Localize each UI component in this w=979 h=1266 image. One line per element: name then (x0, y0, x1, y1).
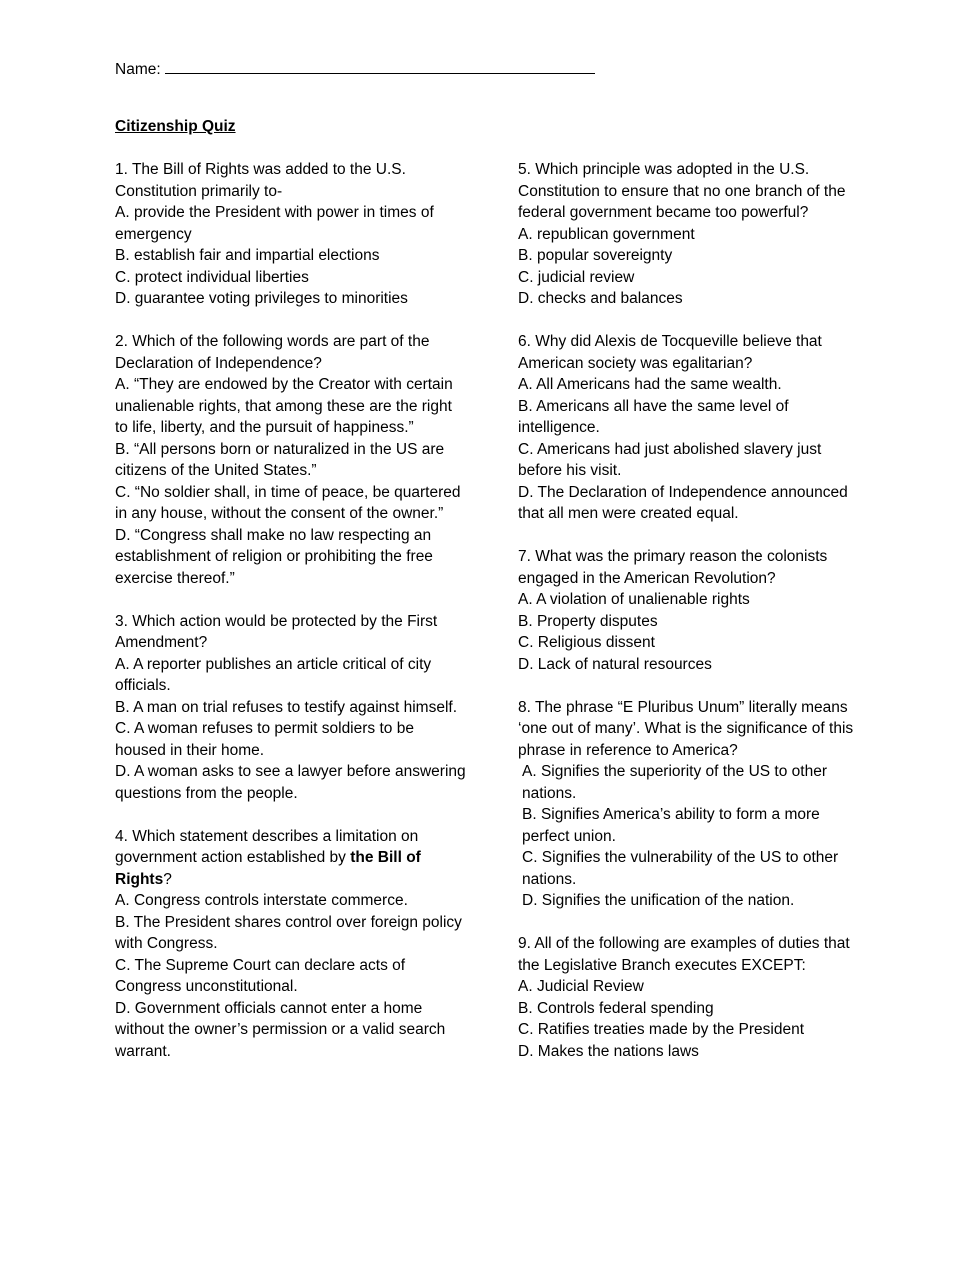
question-stem: 5. Which principle was adopted in the U.S. Constitution to ensure that no one branch of the federal government became too powerful? (518, 161, 846, 221)
option-c: C. Ratifies treaties made by the President (518, 1021, 805, 1038)
name-label: Name: (115, 61, 161, 78)
option-d: D. Lack of natural resources (518, 655, 712, 673)
question-stem: 8. The phrase “E Pluribus Unum” literally means ‘one out of many’. What is the significance of this phrase in reference to America? (518, 698, 854, 759)
quiz-title: Citizenship Quiz (115, 118, 236, 135)
question-6 (518, 331, 866, 525)
question-stem: 7. What was the primary reason the colonists engaged in the American Revolution? (518, 548, 828, 587)
option-d: D. “Congress shall make no law respecting an establishment of religion or prohibiting the free exercise thereof.” (115, 526, 433, 587)
option-a: A. A violation of unalienable rights (518, 591, 750, 608)
option-c: C. The Supreme Court can declare acts of Congress unconstitutional. (115, 956, 406, 995)
option-b: B. Property disputes (518, 612, 658, 630)
option-a: A. Judicial Review (518, 978, 644, 995)
question-1 (115, 159, 467, 310)
option-b: B. “All persons born or naturalized in the US are citizens of the United States.” (115, 440, 445, 479)
question-9 (518, 933, 866, 1062)
question-2 (115, 331, 467, 589)
option-d: D. Signifies the unification of the nation. (522, 892, 795, 909)
option-d: D. Makes the nations laws (518, 1042, 699, 1060)
question-stem: 1. The Bill of Rights was added to the U.S. Constitution primarily to- (115, 161, 406, 200)
option-a: A. Congress controls interstate commerce. (115, 892, 408, 909)
option-c: C. protect individual liberties (115, 268, 309, 286)
question-5 (518, 159, 866, 310)
option-a: A. All Americans had the same wealth. (518, 376, 782, 393)
option-c: C. Americans had just abolished slavery just before his visit. (518, 440, 822, 479)
option-d: D. guarantee voting privileges to minorities (115, 290, 408, 307)
left-column (115, 159, 467, 1084)
option-d: D. Government officials cannot enter a home without the owner’s permission or a valid search warrant. (115, 999, 446, 1060)
option-c: C. Religious dissent (518, 634, 655, 651)
question-7 (518, 546, 866, 675)
name-field[interactable] (115, 58, 595, 81)
option-d: D. A woman asks to see a lawyer before answering questions from the people. (115, 763, 466, 802)
option-d: D. checks and balances (518, 290, 683, 307)
option-a: A. “They are endowed by the Creator with certain unalienable rights, that among these are the right to life, liberty, and the pursuit of happiness.” (115, 376, 453, 436)
option-b: B. A man on trial refuses to testify against himself. (115, 698, 458, 716)
question-stem: 6. Why did Alexis de Tocqueville believe that American society was egalitarian? (518, 333, 822, 372)
question-stem: 3. Which action would be protected by the First Amendment? (115, 612, 438, 651)
question-4 (115, 826, 467, 1063)
option-c: C. judicial review (518, 268, 635, 286)
option-c: C. “No soldier shall, in time of peace, be quartered in any house, without the consent of the owner.” (115, 483, 461, 522)
question-stem: 2. Which of the following words are part of the Declaration of Independence? (115, 333, 430, 372)
name-blank-line[interactable] (165, 58, 595, 74)
option-b: B. Americans all have the same level of intelligence. (518, 397, 789, 436)
option-b: B. Controls federal spending (518, 999, 714, 1017)
option-c: C. A woman refuses to permit soldiers to be housed in their home. (115, 720, 414, 759)
question-stem-text: 4. Which statement describes a limitation on government action established by (115, 827, 419, 866)
option-a: A. provide the President with power in times of emergency (115, 204, 434, 243)
option-b: B. The President shares control over foreign policy with Congress. (115, 913, 462, 952)
question-stem-emphasis: the Bill of Rights (115, 849, 421, 888)
option-a: A. A reporter publishes an article critical of city officials. (115, 655, 432, 694)
option-d: D. The Declaration of Independence announced that all men were created equal. (518, 483, 848, 522)
question-stem (115, 826, 467, 891)
question-stem-end: ? (163, 870, 172, 888)
right-column (518, 159, 866, 1084)
option-b: B. establish fair and impartial elections (115, 247, 380, 264)
question-stem: 9. All of the following are examples of duties that the Legislative Branch executes EXCEPT: (518, 935, 850, 974)
question-3 (115, 611, 467, 805)
option-a: A. Signifies the superiority of the US to other nations. (522, 763, 827, 802)
question-8 (518, 697, 866, 912)
option-a: A. republican government (518, 225, 695, 243)
option-c: C. Signifies the vulnerability of the US to other nations. (522, 849, 839, 888)
option-b: B. Signifies America’s ability to form a more perfect union. (522, 806, 820, 845)
option-b: B. popular sovereignty (518, 247, 673, 264)
